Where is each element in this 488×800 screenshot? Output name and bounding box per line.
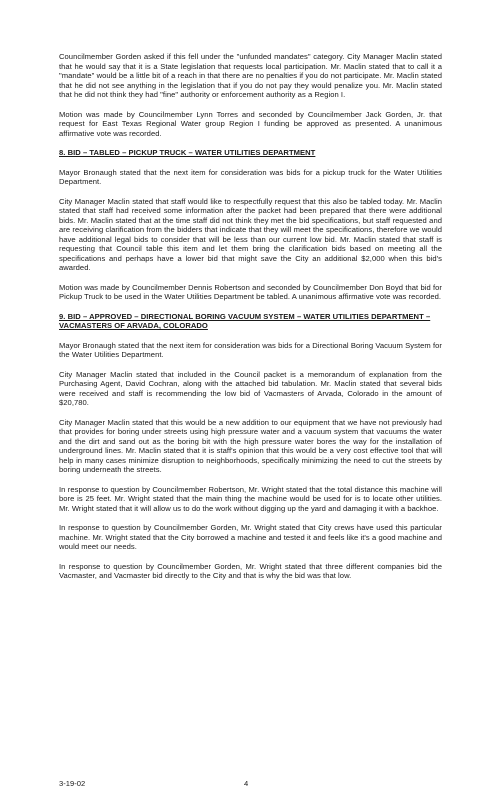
- minutes-page-body: [59, 52, 442, 591]
- paragraph-boring-gorden-question-2: In response to question by Councilmember Gorden, Mr. Wright stated that three different companies bid the Vacmaster, and Vacmaster bid directly to the City and that is why the bid was that low.: [59, 561, 442, 580]
- page-number: 4: [244, 779, 249, 788]
- paragraph-boring-robertson-question: In response to question by Councilmember Robertson, Mr. Wright stated that the total distance this machine will bore is 25 feet. Mr. Wright stated that the main thing the machine would be used for is to locate other utilities. Mr. Wright stated that it will allow us to do the work without digging up the yard and damaging it with a backhoe.: [59, 484, 442, 513]
- paragraph-boring-intro: Mayor Bronaugh stated that the next item for consideration was bids for a Directional Boring Vacuum System for the Water Utilities Department.: [59, 340, 442, 359]
- section-heading-boring-vacuum: 9. BID – APPROVED – DIRECTIONAL BORING VACUUM SYSTEM – WATER UTILITIES DEPARTMENT – VACMASTERS OF ARVADA, COLORADO: [59, 311, 431, 330]
- paragraph-motion-region-i: Motion was made by Councilmember Lynn Torres and seconded by Councilmember Jack Gorden, Jr. that request for East Texas Regional Water group Region I funding be approved as presented. A unanimous affirmative vote was recorded.: [59, 109, 442, 138]
- paragraph-boring-gorden-question-1: In response to question by Councilmember Gorden, Mr. Wright stated that City crews have used this particular machine. Mr. Wright stated that the City borrowed a machine and tested it and feels like it's a good machine and would meet our needs.: [59, 523, 442, 551]
- paragraph-pickup-intro: Mayor Bronaugh stated that the next item for consideration was bids for a pickup truck for the Water Utilities Department.: [59, 167, 442, 186]
- footer-date: 3-19-02: [59, 779, 86, 788]
- paragraph-boring-description: City Manager Maclin stated that this would be a new addition to our equipment that we have not previously had that provides for boring under streets using high pressure water and a vacuum system that vacuums the water and the dirt and sand out as the boring bit with the high pressure water bores the way for the installation of underground lines. Mr. Maclin stated that it is staff's opinion that this would be a very cost effective tool that will help in many cases minimize disruption to neighborhoods, specifically minimizing the need to cut the streets by boring underneath the streets.: [59, 417, 442, 474]
- paragraph-pickup-table-request: City Manager Maclin stated that staff would like to respectfully request that this also be tabled today. Mr. Maclin stated that staff had received some information after the packet had been prepared that there were additional bids. Mr. Maclin stated that at the time staff did not think they met the bid specifications, but staff requested and are receiving clarification from the bidders that indicate that they will meet the specifications, therefore we would have additional legal bids to consider that will be less than our current low bid. Mr. Maclin stated that staff is requesting that Council table this item and let them bring the clarification bids based on meeting all the specifications and perhaps have a lower bid that might save the City an additional $2,000 when this bid's awarded.: [59, 196, 442, 272]
- paragraph-pickup-motion: Motion was made by Councilmember Dennis Robertson and seconded by Councilmember Don Boyd that bid for Pickup Truck to be used in the Water Utilities Department be tabled. A unanimous affirmative vote was recorded.: [59, 282, 442, 301]
- section-heading-pickup-truck: 8. BID – TABLED – PICKUP TRUCK – WATER UTILITIES DEPARTMENT: [59, 148, 316, 157]
- paragraph-boring-memo: City Manager Maclin stated that included in the Council packet is a memorandum of explanation from the Purchasing Agent, David Cochran, along with the attached bid tabulation. Mr. Maclin stated that several bids were received and staff is recommending the low bid of Vacmasters of Arvada, Colorado in the amount of $20,780.: [59, 369, 442, 407]
- paragraph-unfunded-mandates: Councilmember Gorden asked if this fell under the "unfunded mandates" category. City Manager Maclin stated that he would say that it is a State legislation that requests local participation. Mr. Maclin stated that to call it a "mandate" would be a little bit of a reach in that there are no penalties if you do not participate. Mr. Maclin stated that he did not see anything in the legislation that if you do not pay they would penalize you. Mr. Maclin stated that he did not think they had "fine" authority or enforcement authority as a Region I.: [59, 52, 442, 99]
